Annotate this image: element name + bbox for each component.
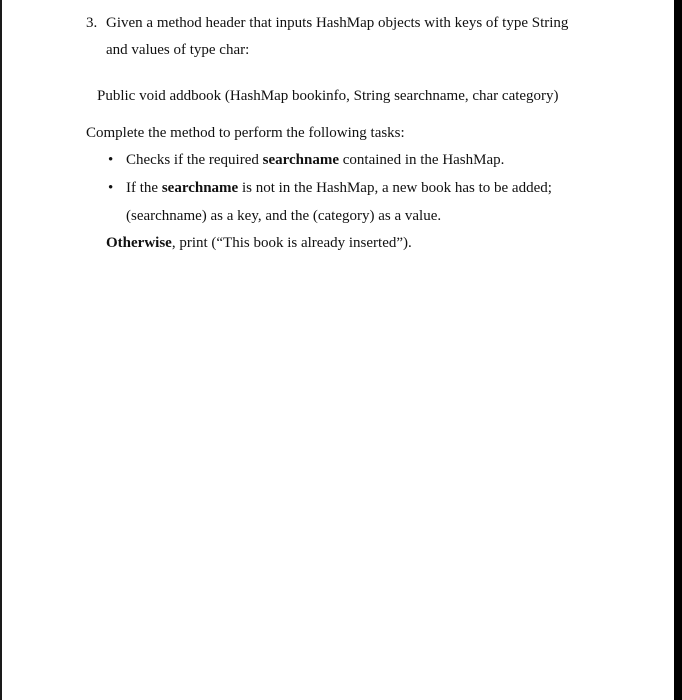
bullet-2-bold: searchname — [161, 180, 239, 196]
bullet-1-bold: searchname — [262, 152, 340, 168]
method-header: Public void addbook (HashMap bookinfo, String searchname, char category) — [97, 88, 559, 104]
bullet-2-pre: If the — [126, 180, 162, 196]
bullet-1-post: contained in the HashMap. — [339, 152, 505, 168]
task-intro: Complete the method to perform the following tasks: — [86, 125, 405, 141]
page-right-border — [674, 0, 682, 700]
question-text-line-2: and values of type char: — [106, 42, 250, 58]
question-number: 3. — [86, 15, 98, 31]
otherwise-line — [106, 234, 412, 252]
otherwise-rest: , print (“This book is already inserted”). — [171, 235, 412, 251]
bullet-1-pre: Checks if the required — [126, 152, 263, 168]
otherwise-bold: Otherwise — [106, 235, 172, 251]
bullet-2-post: is not in the HashMap, a new book has to be added; — [238, 180, 552, 196]
page-left-border — [0, 0, 2, 700]
bullet-dot-2: • — [108, 180, 114, 196]
bullet-dot-1: • — [108, 152, 114, 168]
bullet-text-1 — [126, 151, 504, 169]
bullet-text-2 — [126, 179, 552, 197]
bullet-text-2-continuation: (searchname) as a key, and the (category) as a value. — [126, 208, 442, 224]
question-text-line-1: Given a method header that inputs HashMap objects with keys of type String — [106, 15, 569, 31]
